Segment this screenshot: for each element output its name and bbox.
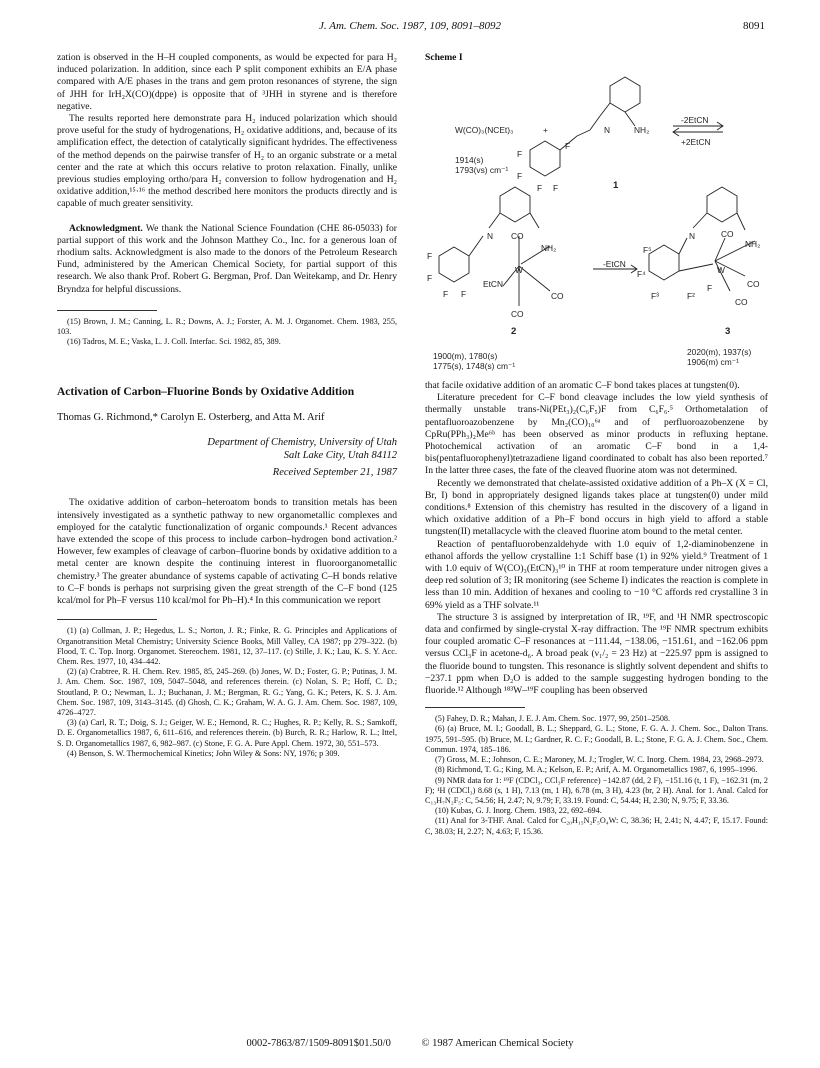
reagent-label: W(CO)₃(NCEt)₃ — [455, 125, 514, 135]
atom-label: N — [604, 125, 611, 135]
atom-label: NH₂ — [745, 239, 761, 249]
footnote: (8) Richmond, T. G.; King, M. A.; Kelson, E. P.; Arif, A. M. Organometallics 1987, 6, 1995–1996. — [435, 765, 758, 775]
atom-label: F — [427, 251, 433, 261]
acknowledgment-heading: Acknowledgment. — [69, 222, 143, 234]
journal-citation: J. Am. Chem. Soc. 1987, 109, 8091–8092 — [319, 20, 501, 32]
atom-label: NH₂ — [541, 243, 557, 253]
footnote-divider — [57, 310, 157, 311]
page-number: 8091 — [743, 20, 765, 32]
atom-label: F⁵ — [643, 245, 652, 255]
footnote: (2) (a) Crabtree, R. H. Chem. Rev. 1985, 85, 245–269. (b) Jones, W. D.; Foster, G. P.; Putinas, J. M. J. Am. Chem. Soc. 1987, 109, 5047–5048, and references therein. (c) Nolan, S. P.; Hoff, C. D.; Stoutland, P. O.; Newman, L. J.; Buchanan, J. M.; Bergman, R. G.; Yang, G. K.; Peters, K. S. J. Am. Chem. Soc. 1987, 109, 3143–3145. (d) Ghosh, C. K.; Graham, W. A. G. J. Am. Chem. Soc. 1987, 109, 4726–4727. — [57, 667, 397, 717]
ir-data: 1914(s) — [455, 155, 484, 165]
left-column — [57, 52, 397, 759]
atom-label: F — [443, 289, 449, 299]
footnote: (16) Tadros, M. E.; Vaska, L. J. Coll. Interfac. Sci. 1982, 85, 389. — [67, 337, 281, 347]
arrow-label: +2EtCN — [681, 137, 711, 147]
arrow-label: -2EtCN — [681, 115, 709, 125]
footnote-divider — [425, 707, 525, 708]
atom-label: W — [515, 265, 523, 275]
atom-label: W — [717, 265, 725, 275]
atom-label: F — [565, 141, 571, 151]
acknowledgment — [57, 223, 397, 296]
running-header — [55, 20, 765, 36]
footnote: (6) (a) Bruce, M. I.; Goodall, B. L.; Sheppard, G. L.; Stone, F. G. A. J. Chem. Soc., Dalton Trans. 1975, 591–595. (b) Bruce, M. I.; Gardner, R. C. F.; Goodall, B. L.; Stone, F. G. A. J. Chem. Soc., Chem. Commun. 1974, 185–186. — [425, 724, 768, 754]
body-paragraph: Recently we demonstrated that chelate-assisted oxidative addition of a Ph–X (X = Cl, Br, I) bond in appropriately designed ligands takes place at tungsten(0) under mild conditions.⁸ Extension of this chemistry has resulted in the discovery of a ligand in which oxidative addition of a Ph–F bond occurs in high yield to afford a stable tungsten(II) metallacycle with the cleaved fluorine atom bound to the metal center. — [425, 477, 768, 538]
atom-label: N — [689, 231, 696, 241]
page-footer — [0, 1038, 820, 1049]
footnote: (10) Kubas, G. J. Inorg. Chem. 1983, 22, 692–694. — [435, 806, 602, 816]
body-paragraph: The structure 3 is assigned by interpretation of IR, ¹⁹F, and ¹H NMR spectroscopic data and confirmed by single-crystal X-ray diffraction. The ¹⁹F NMR spectrum exhibits four coupled aromatic C–F resonances at −111.44, −138.06, −151.61, and −162.06 ppm versus CCl₃F in acetone-d₆. A broad peak (ν₁/₂ = 23 Hz) at −225.97 ppm is assigned to the fluoride bound to tungsten. This resonance is slightly solvent dependent and shifts to −237.1 ppm when D₂O is added to the sample suggesting hydrogen bonding to the fluoride.¹² Although ¹⁸³W–¹⁹F coupling has been observed — [425, 611, 768, 697]
body-paragraph: The results reported here demonstrate para H₂ induced polarization which should prove useful for the study of hydrogenations, H₂ oxidative additions, and, because of its amplification effect, the detection of catalytically significant hydrides. The effectiveness of the method depends on the pairwise transfer of H₂ to an organic substrate or a metal center and the rate at which this occurs relative to proton relaxation. Finally, unlike previous studies employing ortho/para H₂ conversion to follow hydrogenation and H₂ oxidative addition,¹⁵·¹⁶ the method described here monitors the products directly and is capable of much greater sensitivity. — [57, 113, 397, 210]
atom-label: F⁴ — [637, 269, 646, 279]
atom-label: CO — [511, 309, 524, 319]
atom-label: F — [427, 273, 433, 283]
affiliation — [57, 436, 397, 479]
body-paragraph: that facile oxidative addition of an aromatic C–F bond takes places at tungsten(0). — [425, 380, 740, 391]
body-paragraph: zation is observed in the H–H coupled components, as would be expected for para H₂ induced polarization. In addition, since each P split component exhibits an E/A phase compared with A/E phases in the trans and gem proton resonances of styrene, the sign of JHH for IrH₂X(CO)(dppe) is opposite that of ³JHH in styrene and is therefore negative. — [57, 52, 397, 112]
ir-data: 1906(m) cm⁻¹ — [687, 357, 739, 367]
ir-data: 2020(m), 1937(s) — [687, 347, 752, 357]
copyright-notice: © 1987 American Chemical Society — [421, 1038, 574, 1049]
ir-data: 1775(s), 1748(s) cm⁻¹ — [433, 361, 516, 371]
atom-label: F² — [687, 291, 695, 301]
compound-number: 3 — [725, 326, 731, 337]
atom-label: F — [517, 149, 523, 159]
footnote-divider — [57, 619, 157, 620]
right-body — [425, 380, 768, 697]
footnote: (15) Brown, J. M.; Canning, L. R.; Downs, A. J.; Forster, A. M. J. Organomet. Chem. 1983, 255, 103. — [57, 316, 397, 337]
article-authors: Thomas G. Richmond,* Carolyn E. Osterberg, and Atta M. Arif — [57, 412, 325, 424]
article-title: Activation of Carbon–Fluorine Bonds by Oxidative Addition — [57, 386, 355, 399]
footnote: (9) NMR data for 1: ¹⁹F (CDCl₃, CCl₃F reference) −142.87 (dd, 2 F), −151.16 (t, 1 F), −162.31 (m, 2 F); ¹H (CDCl₃) 8.68 (s, 1 H), 7.13 (m, 1 H), 6.78 (m, 3 H), 4.23 (br, 2 H). Anal. for 1. Anal. Calcd for C₁₃H₇N₂F₅: C, 54.56; H, 2.47; N, 9.79; F, 33.19. Found: C, 54.44; H, 2.30; N, 9.75; F, 33.36. — [425, 775, 768, 805]
plus-sign: + — [543, 125, 548, 135]
atom-label: CO — [747, 279, 760, 289]
atom-label: EtCN — [483, 279, 504, 289]
atom-label: N — [487, 231, 494, 241]
footnote: (11) Anal for 3-THF. Anal. Calcd for C₂₀H₁₅N₂F₅O₄W: C, 38.36; H, 2.41; N, 4.47; F, 15.17. Found: C, 38.03; H, 2.27; N, 4.63; F, 15.36. — [425, 816, 768, 836]
compound-number: 1 — [613, 180, 619, 191]
arrow-label: -EtCN — [603, 259, 626, 269]
atom-label: CO — [721, 229, 734, 239]
ir-data: 1793(vs) cm⁻¹ — [455, 165, 509, 175]
ir-data: 1900(m), 1780(s) — [433, 351, 498, 361]
scheme-figure — [425, 52, 768, 371]
atom-label: CO — [551, 291, 564, 301]
atom-label: F — [537, 183, 543, 193]
received-date: Received September 21, 1987 — [272, 467, 397, 479]
pentafluorophenyl-ring — [530, 141, 560, 176]
scheme-drawing — [425, 66, 768, 346]
footnote: (5) Fahey, D. R.; Mahan, J. E. J. Am. Chem. Soc. 1977, 99, 2501–2508. — [435, 714, 671, 724]
article-code: 0002-7863/87/1509-8091$01.50/0 — [246, 1038, 391, 1049]
acknowledgment-text: We thank the National Science Foundation (CHE 86-05033) for partial support of this work and the Johnson Matthey Co., Inc. for a generous loan of rhodium salts. Acknowledgment is also made to the donors of the Petroleum Research Fund, administered by the American Chemical Society, for partial support of this research. We also thank Prof. Robert G. Bergman, Prof. Dan Weitekamp, and Dr. Henry Bryndza for helpful discussions. — [57, 222, 397, 295]
atom-label: CO — [511, 231, 524, 241]
body-paragraph: The oxidative addition of carbon–heteroatom bonds to transition metals has been intensively investigated as a synthetic pathway to new organometallic complexes and employed for the catalytic functionalization of organic compounds.¹ Recent advances have extended the scope of this process to include carbon–hydrogen bond activation.² However, few examples of cleavage of carbon–fluorine bonds by oxidative addition to a metal center are known despite the continuing interest in fluoroorganometallic chemistry.³ The greater abundance of systems capable of activating C–H bonds relative to C–F bonds is perhaps not surprising given the great strength of the C–F bond (125 kcal/mol for Ph–F versus 110 kcal/mol for Ph–H).⁴ In this communication we report — [57, 497, 397, 607]
atom-label: F — [461, 289, 467, 299]
scheme-title: Scheme I — [425, 52, 463, 63]
atom-label: F — [707, 283, 713, 293]
right-column — [425, 52, 768, 837]
atom-label: F — [553, 183, 559, 193]
benzene-ring — [610, 77, 640, 112]
footnote: (4) Benson, S. W. Thermochemical Kinetics; John Wiley & Sons: NY, 1976; p 309. — [67, 748, 340, 758]
atom-label: NH₂ — [634, 125, 650, 135]
footnote: (1) (a) Collman, J. P.; Hegedus, L. S.; Norton, J. R.; Finke, R. G. Principles and Applications of Organotransition Metal Chemistry; University Science Books, Mill Valley, CA 1987; pp 279–322. (b) Flood, T. C. Top. Inorg. Organomet. Stereochem. 1981, 12, 37–117. (c) Stille, J. K.; Lau, K. S. Y. Acc. Chem. Res. 1977, 10, 434–442. — [57, 626, 397, 666]
body-paragraph: Reaction of pentafluorobenzaldehyde with 1.0 equiv of 1,2-diaminobenzene in ethanol affords the yellow crystalline 1:1 Schiff base (1) in 92% yield.⁹ Treatment of 1 with 1.0 equiv of W(CO)₃(EtCN)₃¹⁰ in THF at room temperature under nitrogen gives a deep red solution of 3; IR monitoring (see Scheme I) indicates the reaction is complete in less than 10 min. Addition of hexanes and cooling to −10 °C affords red crystalline 3 in 69% yield as a THF solvate.¹¹ — [425, 538, 768, 611]
body-paragraph: Literature precedent for C–F bond cleavage includes the low yield synthesis of thermally unstable trans-Ni(PEt₃)₂(C₆F₅)F from C₆F₆.⁵ Orthometalation of pentafluoroazobenzene by Mn₂(CO)₁₀⁶ᵃ and of perfluoroazobenzene by CpRu(PPh₃)₂Me⁶ᵇ has been observed as minor products in refluxing heptane. Photochemical activation of an aromatic C–F bond in a 1,4-bis(pentafluorophenyl)tetrazadiene ligand coordinated to cobalt has also been reported.⁷ In the latter three cases, the fate of the cleaved fluorine atom was not determined. — [425, 392, 768, 477]
compound-number: 2 — [511, 326, 517, 337]
atom-label: F³ — [651, 291, 659, 301]
affiliation-department: Department of Chemistry, University of Utah — [207, 437, 397, 449]
atom-label: CO — [735, 297, 748, 307]
atom-label: F — [517, 171, 523, 181]
footnote: (7) Gross, M. E.; Johnson, C. E.; Maroney, M. J.; Trogler, W. C. Inorg. Chem. 1984, 23, 2968–2973. — [435, 755, 764, 765]
footnote: (3) (a) Carl, R. T.; Doig, S. J.; Geiger, W. E.; Hemond, R. C.; Hughes, R. P.; Kelly, R. S.; Samkoff, D. E. Organometallics 1987, 6, 611–616, and references therein. (b) Burch, R. R.; Harlow, R. L.; Ittel, S. D. Organometallics 1987, 6, 982–987. (c) Stone, F. G. A. Pure Appl. Chem. 1972, 30, 551–573. — [57, 718, 397, 748]
affiliation-address: Salt Lake City, Utah 84112 — [283, 450, 397, 462]
